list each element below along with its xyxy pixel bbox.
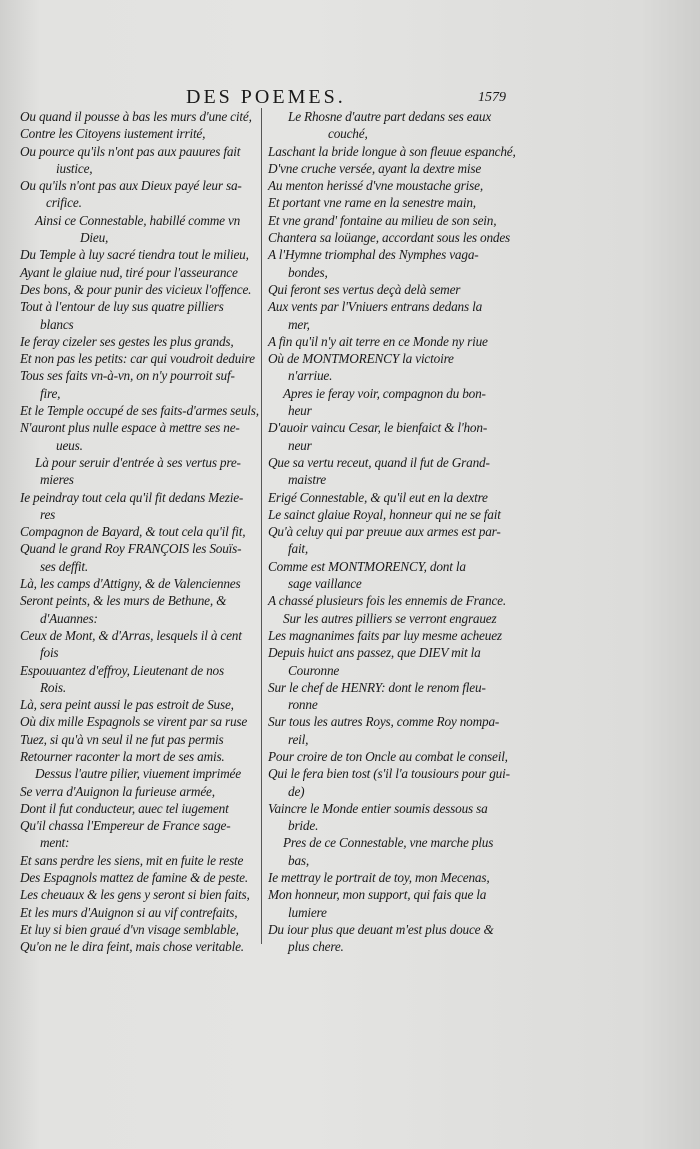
- text-line: Là, les camps d'Attigny, & de Valenciennes: [20, 576, 241, 592]
- text-line: Dont il fut conducteur, auec tel iugement: [20, 800, 229, 816]
- text-line: Au menton herissé d'vne moustache grise,: [268, 178, 483, 194]
- text-line: Mon honneur, mon support, qui fais que la: [268, 887, 487, 903]
- text-line: Contre les Citoyens iustement irrité,: [20, 126, 206, 142]
- text-line: ses deffit.: [40, 558, 89, 574]
- text-line: bondes,: [288, 264, 328, 280]
- text-line: bas,: [288, 852, 309, 868]
- text-line: heur: [288, 403, 312, 419]
- text-line: N'auront plus nulle espace à mettre ses ne-: [20, 420, 240, 436]
- text-line: de): [288, 783, 305, 799]
- text-line: Là pour seruir d'entrée à ses vertus pre-: [35, 454, 241, 470]
- text-line: A fin qu'il n'y ait terre en ce Monde ny riue: [268, 333, 488, 349]
- text-line: D'auoir vaincu Cesar, le bienfaict & l'hon-: [268, 420, 488, 436]
- text-line: Couronne: [288, 662, 340, 678]
- text-line: Le Rhosne d'autre part dedans ses eaux: [288, 109, 492, 124]
- text-line: A l'Hymne triomphal des Nymphes vaga-: [268, 247, 479, 263]
- text-line: Du Temple à luy sacré tiendra tout le milieu,: [20, 247, 249, 263]
- text-line: lumiere: [288, 904, 327, 920]
- text-line: Aux vents par l'Vniuers entrans dedans la: [268, 299, 483, 315]
- text-line: Se verra d'Auignon la furieuse armée,: [20, 783, 215, 799]
- text-line: Du iour plus que deuant m'est plus douce &: [268, 921, 494, 937]
- text-line: n'arriue.: [288, 368, 333, 384]
- left-column: [20, 108, 260, 956]
- text-line: A chassé plusieurs fois les ennemis de France.: [268, 593, 506, 609]
- text-line: crifice.: [46, 195, 82, 211]
- text-line: res: [40, 506, 56, 522]
- text-line: sage vaillance: [288, 576, 362, 592]
- text-line: Sur le chef de HENRY: dont le renom fleu-: [268, 679, 486, 695]
- text-line: D'vne cruche versée, ayant la dextre mise: [268, 160, 482, 176]
- text-line: Les cheuaux & les gens y seront si bien faits,: [20, 887, 250, 903]
- text-line: ueus.: [56, 437, 83, 453]
- text-line: Et non pas les petits: car qui voudroit deduire: [20, 351, 255, 367]
- text-line: reil,: [288, 731, 309, 747]
- text-line: fois: [40, 645, 59, 661]
- text-line: Depuis huict ans passez, que DIEV mit la: [268, 645, 481, 661]
- right-column: [268, 108, 516, 956]
- page-number: 1579: [478, 90, 506, 105]
- text-line: Qu'il chassa l'Empereur de France sage-: [20, 818, 231, 834]
- text-line: Rois.: [40, 679, 66, 695]
- text-line: Dessus l'autre pilier, viuement imprimée: [35, 766, 241, 782]
- text-line: Vaincre le Monde entier soumis dessous sa: [268, 800, 488, 816]
- text-line: Seront peints, & les murs de Bethune, &: [20, 593, 227, 609]
- text-line: Pour croire de ton Oncle au combat le conseil,: [268, 748, 508, 764]
- text-line: plus chere.: [288, 939, 344, 955]
- text-line: Et le Temple occupé de ses faits-d'armes seuls,: [20, 403, 259, 419]
- text-line: mieres: [40, 472, 74, 488]
- text-line: Et portant vne rame en la senestre main,: [268, 195, 476, 211]
- text-line: Les magnanimes faits par luy mesme acheuez: [268, 627, 502, 643]
- text-line: Le sainct glaiue Royal, honneur qui ne se fait: [268, 506, 501, 522]
- text-line: Ou pource qu'ils n'ont pas aux pauures fait: [20, 143, 241, 159]
- text-line: Tout à l'entour de luy sus quatre pilliers: [20, 299, 224, 315]
- running-header: DES POEMES.: [186, 86, 346, 108]
- text-line: neur: [288, 437, 312, 453]
- text-line: Où de MONTMORENCY la victoire: [268, 351, 454, 367]
- text-line: Et vne grand' fontaine au milieu de son sein,: [268, 212, 497, 228]
- text-line: Des Espagnols mattez de famine & de peste.: [20, 870, 248, 886]
- text-line: Qui feront ses vertus deçà delà semer: [268, 281, 461, 297]
- text-line: Des bons, & pour punir des vicieux l'offence.: [20, 281, 252, 297]
- text-line: Et les murs d'Auignon si au vif contrefaits,: [20, 904, 238, 920]
- text-line: Chantera sa loüange, accordant sous les ondes: [268, 230, 511, 246]
- text-line: ronne: [288, 697, 318, 713]
- text-line: Qu'on ne le dira feint, mais chose veritable.: [20, 939, 244, 955]
- text-line: iustice,: [56, 160, 93, 176]
- text-line: Là, sera peint aussi le pas estroit de Suse,: [20, 697, 234, 713]
- text-line: blancs: [40, 316, 74, 332]
- text-line: Ceux de Mont, & d'Arras, lesquels il à cent: [20, 627, 242, 643]
- text-line: Ainsi ce Connestable, habillé comme vn: [35, 212, 241, 228]
- text-line: Sur les autres pilliers se verront engrauez: [283, 610, 497, 626]
- text-line: Et luy si bien graué d'vn visage semblable,: [20, 921, 239, 937]
- text-line: Ie feray cizeler ses gestes les plus grands,: [20, 333, 234, 349]
- text-line: Qu'à celuy qui par preuue aux armes est par-: [268, 524, 501, 540]
- text-line: Dieu,: [80, 230, 109, 246]
- text-line: Ou quand il pousse à bas les murs d'une cité,: [20, 109, 252, 124]
- text-line: Sur tous les autres Roys, comme Roy nompa-: [268, 714, 500, 730]
- text-line: Et sans perdre les siens, mit en fuite le reste: [20, 852, 244, 868]
- text-line: Ou qu'ils n'ont pas aux Dieux payé leur sa-: [20, 178, 242, 194]
- text-line: Laschant la bride longue à son fleuue espanché,: [268, 143, 516, 159]
- text-line: maistre: [288, 472, 326, 488]
- text-line: fait,: [288, 541, 309, 557]
- text-line: Tuez, si qu'à vn seul il ne fut pas permis: [20, 731, 224, 747]
- text-line: bride.: [288, 818, 319, 834]
- text-line: couché,: [328, 126, 368, 142]
- text-line: d'Auannes:: [40, 610, 98, 626]
- text-line: Retourner raconter la mort de ses amis.: [20, 748, 225, 764]
- text-line: Apres ie feray voir, compagnon du bon-: [283, 385, 486, 401]
- text-line: Espouuantez d'effroy, Lieutenant de nos: [20, 662, 224, 678]
- text-line: Compagnon de Bayard, & tout cela qu'il fit,: [20, 524, 246, 540]
- text-line: Comme est MONTMORENCY, dont la: [268, 558, 466, 574]
- column-divider: [261, 108, 262, 944]
- text-line: Pres de ce Connestable, vne marche plus: [283, 835, 494, 851]
- text-line: Ie peindray tout cela qu'il fit dedans Mezie-: [20, 489, 244, 505]
- text-line: Ayant le glaiue nud, tiré pour l'asseurance: [20, 264, 238, 280]
- text-line: Qui le fera bien tost (s'il l'a tousiours pour gui-: [268, 766, 510, 782]
- text-line: Tous ses faits vn-à-vn, on n'y pourroit suf-: [20, 368, 235, 384]
- text-line: Erigé Connestable, & qu'il eut en la dextre: [268, 489, 488, 505]
- text-line: fire,: [40, 385, 61, 401]
- text-line: Ie mettray le portrait de toy, mon Mecenas,: [268, 870, 490, 886]
- text-line: ment:: [40, 835, 70, 851]
- text-line: mer,: [288, 316, 310, 332]
- text-line: Quand le grand Roy FRANÇOIS les Souïs-: [20, 541, 242, 557]
- text-line: Que sa vertu receut, quand il fut de Grand-: [268, 454, 490, 470]
- text-line: Où dix mille Espagnols se virent par sa ruse: [20, 714, 248, 730]
